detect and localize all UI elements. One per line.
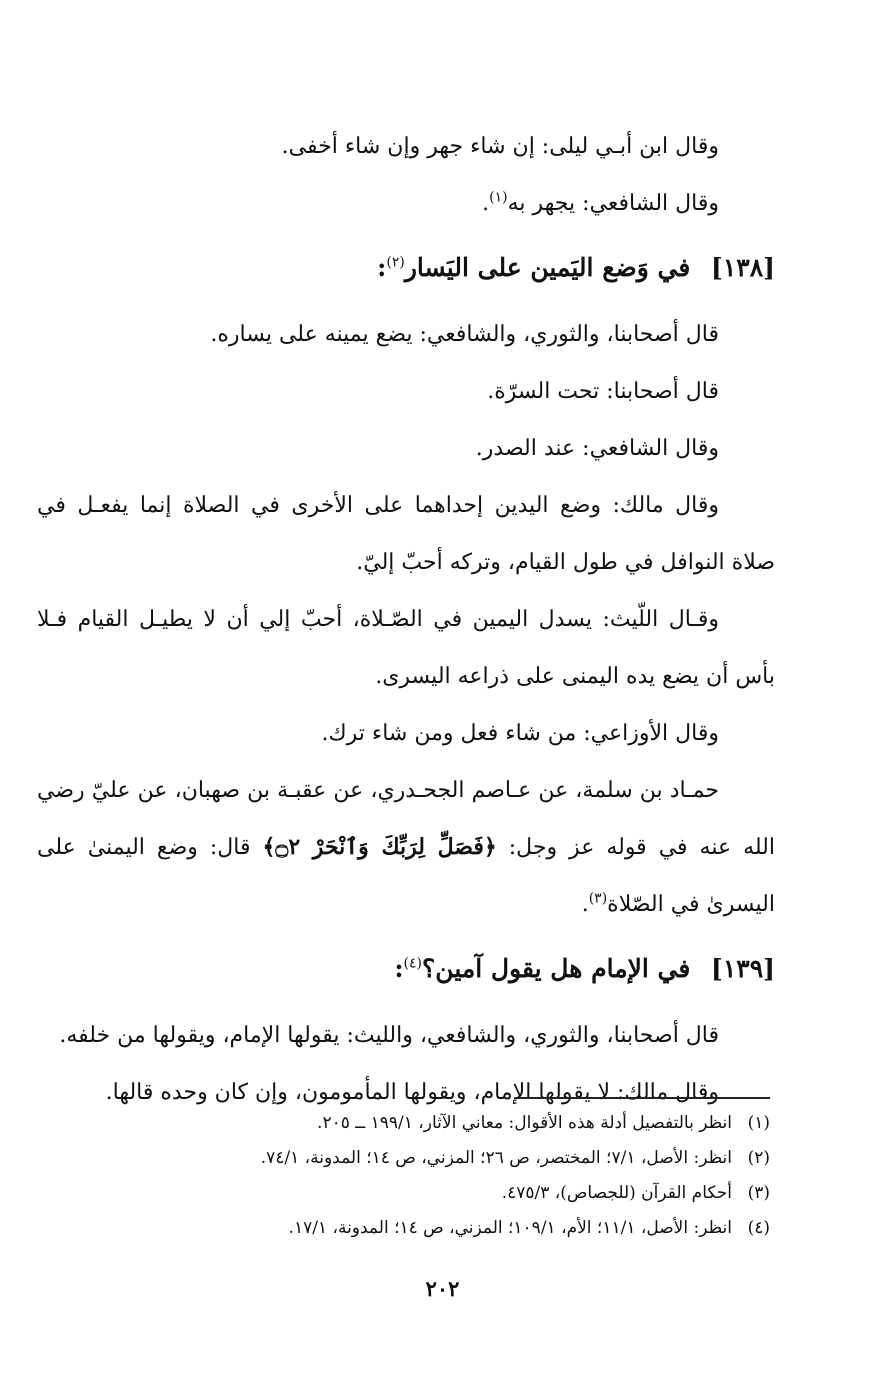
footnote-number: (٢) [747,1148,770,1168]
footnote-text: أحكام القرآن (للجصاص)، ٤٧٥/٣. [501,1183,732,1203]
section-title-139: في الإمام هل يقول آمين؟ [422,954,691,983]
main-text [37,118,775,1121]
paragraph-ashabuna-yamin: قال أصحابنا، والثوري، والشافعي: يضع يمينه على يساره. [210,322,719,347]
paragraph-amin-malik: وقال مالك: لا يقولها الإمام، ويقولها المأمومون، وإن كان وحده قالها. [105,1080,719,1105]
section-heading-138: [١٣٨] في وَضع اليَمين على اليَسار$^{(٢)}$: [377,253,775,282]
footnote-1 [30,1106,770,1141]
footnote-3 [30,1176,770,1211]
footnote-text: انظر: الأصل، ١١/١؛ الأم، ١٠٩/١؛ المزني، ص ١٤؛ المدونة، ١٧/١. [288,1218,732,1238]
paragraph-shafii-jahr: وقال الشافعي: يجهر به$^{(١)}$. [482,189,719,216]
paragraph-awzai: وقال الأوزاعي: من شاء فعل ومن شاء ترك. [321,721,719,746]
paragraph-inda-sadr: وقال الشافعي: عند الصدر. [475,436,719,461]
quran-verse: ﴿فَصَلِّ لِرَبِّكَ وَٱنْحَرْ ۝٢﴾ [262,834,497,860]
footnotes [30,1106,770,1246]
section-number-139: [١٣٩] [711,954,775,983]
footnote-divider [518,1097,770,1099]
footnote-2 [30,1141,770,1176]
paragraph-taht-surra: قال أصحابنا: تحت السرّة. [487,379,719,404]
section-title-138: في وَضع اليَمين على اليَسار [404,253,691,282]
section-number-138: [١٣٨] [711,253,775,282]
footnote-number: (٣) [747,1183,770,1203]
paragraph-hadith-hammad: حمـاد بن سلمة، عن عـاصم الجحـدري، عن عقبـة بن صهبان، عن عليّ رضي الله عنه في قوله عز وجل: ﴿فَصَلِّ لِرَبِّكَ وَٱنْحَرْ ۝٢﴾ قال: وضع اليمنىٰ على اليسرىٰ في الصّلاة$^{(٣)}$. [37,778,775,917]
section-heading-139: [١٣٩] في الإمام هل يقول آمين؟$^{(٤)}$: [394,954,775,983]
footnote-number: (٤) [747,1218,770,1238]
footnote-ref-4: (٤) [403,955,423,972]
paragraph-layth: وقـال اللّيث: يسدل اليمين في الصّـلاة، أحبّ إلي أن لا يطيـل القيام فـلا بأس أن يضع يده اليمنى على ذراعه اليسرى. [37,607,775,689]
footnote-4 [30,1211,770,1246]
paragraph-amin-ashabuna: قال أصحابنا، والثوري، والشافعي، والليث: يقولها الإمام، ويقولها من خلفه. [59,1023,719,1048]
footnote-number: (١) [747,1113,770,1133]
footnote-ref-2: (٢) [386,254,405,271]
paragraph-malik: وقال مالك: وضع اليدين إحداهما على الأخرى في الصلاة إنما يفعـل في صلاة النوافل في طول القيام، وتركه أحبّ إليّ. [37,493,775,575]
footnote-text: انظر بالتفصيل أدلة هذه الأقوال: معاني الآثار، ١٩٩/١ ــ ٢٠٥. [317,1113,732,1133]
paragraph-ibn-abi-layla: وقال ابن أبـي ليلى: إن شاء جهر وإن شاء أخفى. [281,134,719,159]
footnote-ref-1: (١) [489,189,508,206]
footnote-text: انظر: الأصل، ٧/١؛ المختصر، ص ٢٦؛ المزني، ص ١٤؛ المدونة، ٧٤/١. [260,1148,732,1168]
footnote-ref-3: (٣) [588,890,608,907]
page-number: ٢٠٢ [425,1276,460,1301]
